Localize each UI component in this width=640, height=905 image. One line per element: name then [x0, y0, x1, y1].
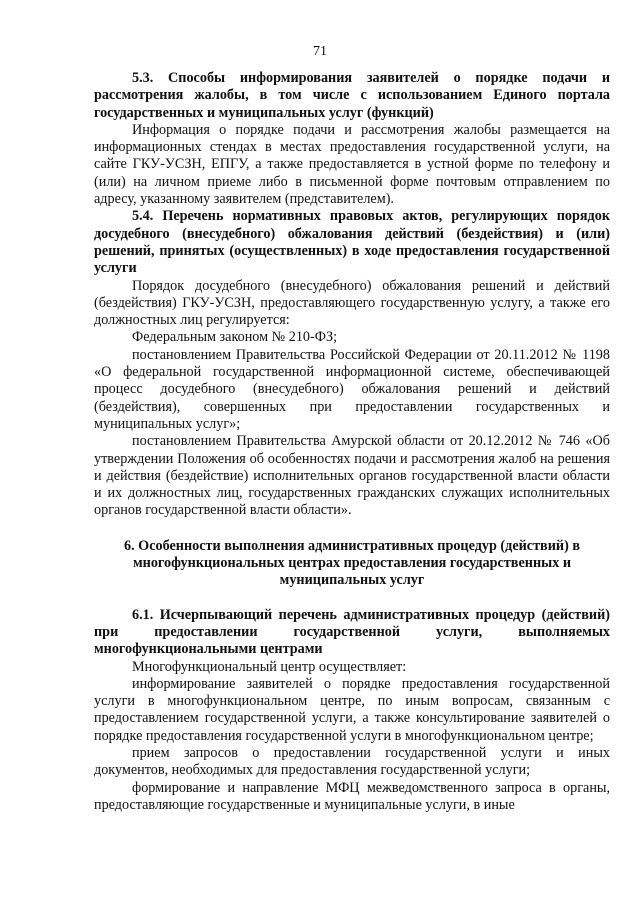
paragraph: Информация о порядке подачи и рассмотрения жалобы размещается на информационных стендах в местах предоставления государственной услуги, на сайте ГКУ-УСЗН, ЕПГУ, а также предоставляется в устной форме по телефону и (или) на личном приеме либо в письменной форме почтовым отправлением по адресу, указанному заявителем (представителем).	[94, 121, 610, 208]
document-body	[94, 70, 610, 814]
subsection-heading-5-4: 5.4. Перечень нормативных правовых актов, регулирующих порядок досудебного (внесудебного) обжалования действий (бездействия) и (или) решений, принятых (осуществленных) в ходе предоставления государственной услуги	[94, 208, 610, 277]
paragraph: Многофункциональный центр осуществляет:	[132, 658, 407, 675]
paragraph: информирование заявителей о порядке предоставления государственной услуги в многофункциональном центре, по иным вопросам, связанным с предоставлением государственной услуги, а также консультирование заявителей о порядке предоставления государственной услуги в многофункциональном центре;	[94, 675, 610, 744]
page-number: 71	[313, 44, 327, 59]
paragraph: Порядок досудебного (внесудебного) обжалования решений и действий (бездействия) ГКУ-УСЗН, предоставляющего государственную услугу, а также его должностных лиц регулируется:	[94, 277, 610, 329]
subsection-heading-6-1: 6.1. Исчерпывающий перечень административных процедур (действий) при предоставлении государственной услуги, выполняемых многофункциональными центрами	[94, 606, 610, 658]
paragraph: формирование и направление МФЦ межведомственного запроса в органы, предоставляющие государственные и муниципальные услуги, в иные	[94, 779, 610, 813]
paragraph: прием запросов о предоставлении государственной услуги и иных документов, необходимых для предоставления государственной услуги;	[94, 744, 610, 779]
section-heading-6: 6. Особенности выполнения административных процедур (действий) в многофункциональных центрах предоставления государственных и муниципальных услуг	[123, 537, 580, 589]
paragraph: постановлением Правительства Российской Федерации от 20.11.2012 № 1198 «О федеральной государственной информационной системе, обеспечивающей процесс досудебного (внесудебного) обжалования решений и действий (бездействия), совершенных при предоставлении государственных и муниципальных услуг»;	[94, 346, 610, 432]
paragraph: постановлением Правительства Амурской области от 20.12.2012 № 746 «Об утверждении Положения об особенностях подачи и рассмотрения жалоб на решения и действия (бездействие) исполнительных органов государственной власти области и их должностных лиц, государственных гражданских служащих исполнительных органов государственной власти области».	[94, 433, 610, 519]
subsection-heading-5-3: 5.3. Способы информирования заявителей о порядке подачи и рассмотрения жалобы, в том числе с использованием Единого портала государственных и муниципальных услуг (функций)	[94, 70, 610, 121]
paragraph: Федеральным законом № 210-ФЗ;	[132, 329, 338, 346]
